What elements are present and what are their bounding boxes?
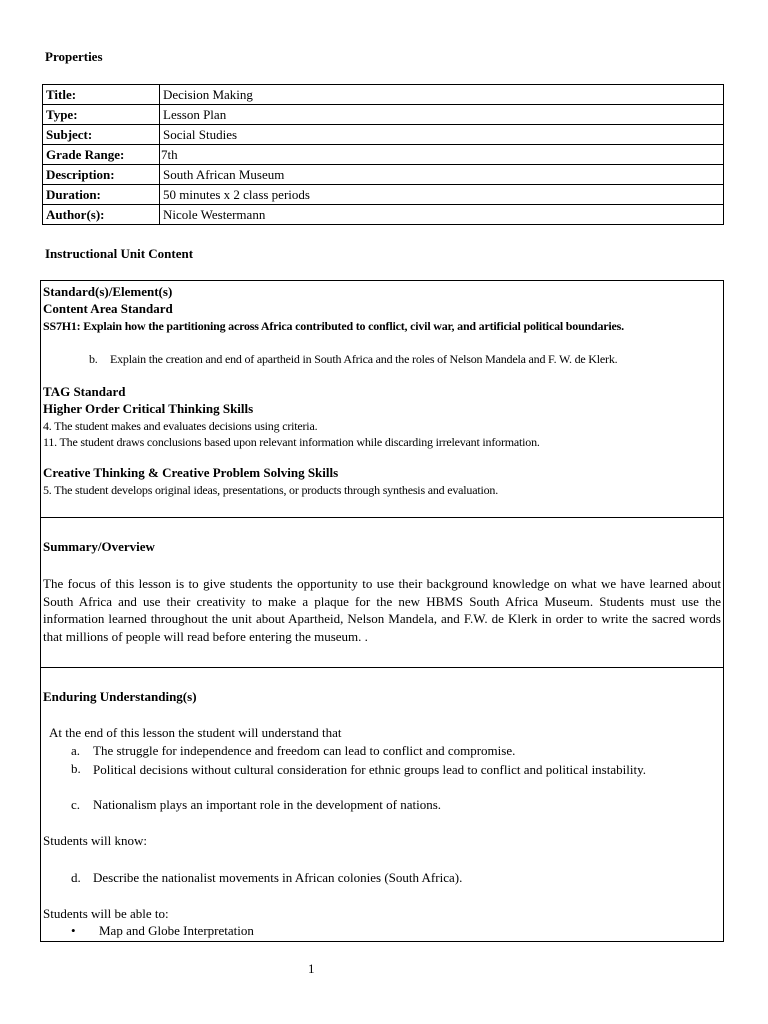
enduring-heading: Enduring Understanding(s) (43, 689, 197, 704)
unit-content-heading: Instructional Unit Content (45, 246, 194, 261)
enduring-item-c: Nationalism plays an important role in the development of nations. (93, 797, 442, 812)
hocts-heading: Higher Order Critical Thinking Skills (43, 401, 254, 416)
table-row (43, 125, 724, 145)
property-key: Duration: (43, 185, 160, 205)
property-key: Grade Range: (43, 145, 160, 165)
property-value: South African Museum (160, 165, 724, 185)
summary-heading: Summary/Overview (43, 539, 155, 554)
property-key: Subject: (43, 125, 160, 145)
table-row (43, 145, 724, 165)
list-marker: d. (71, 870, 81, 885)
enduring-item-b: Political decisions without cultural consideration for ethnic groups lead to conflict and political instability. (93, 762, 646, 777)
hocts-item-11: 11. The student draws conclusions based upon relevant information while discarding irrelevant information. (43, 435, 540, 449)
unit-content-box (40, 280, 724, 942)
able-item: Map and Globe Interpretation (99, 923, 254, 938)
table-row (43, 105, 724, 125)
section-divider (41, 667, 723, 668)
properties-heading: Properties (45, 49, 103, 64)
ctcps-item-5: 5. The student develops original ideas, presentations, or products through synthesis and evaluation. (43, 483, 499, 497)
table-row (43, 165, 724, 185)
enduring-item-a: The struggle for independence and freedom can lead to conflict and compromise. (93, 743, 516, 758)
page-number: 1 (308, 961, 315, 976)
property-key: Description: (43, 165, 160, 185)
know-label: Students will know: (43, 833, 148, 848)
ctcps-heading: Creative Thinking & Creative Problem Solving Skills (43, 465, 339, 480)
section-divider (41, 517, 723, 518)
property-value: Lesson Plan (160, 105, 724, 125)
summary-text: The focus of this lesson is to give students the opportunity to use their background knowledge on what we have learned about South Africa and use their creativity to make a plaque for the new HBMS South Africa Museum. Students must use the information learned throughout the unit about Apartheid, Nelson Mandela, and F.W. de Klerk in order to write the sacred words that millions of people will read before entering the museum. . (43, 576, 721, 644)
know-item-d: Describe the nationalist movements in African colonies (South Africa). (93, 870, 463, 885)
list-marker: c. (71, 797, 81, 812)
ss7h1-standard: SS7H1: Explain how the partitioning across Africa contributed to conflict, civil war, and artificial political boundaries. (43, 319, 624, 333)
property-value: 50 minutes x 2 class periods (160, 185, 724, 205)
list-marker: b. (71, 761, 81, 776)
property-value: Nicole Westermann (160, 205, 724, 225)
hocts-item-4: 4. The student makes and evaluates decisions using criteria. (43, 419, 318, 433)
table-row (43, 205, 724, 225)
tag-standard-heading: TAG Standard (43, 384, 126, 399)
standards-heading: Standard(s)/Element(s) (43, 284, 173, 299)
able-label: Students will be able to: (43, 906, 169, 921)
content-area-standard-heading: Content Area Standard (43, 301, 173, 316)
standard-item-b: Explain the creation and end of apartheid in South Africa and the roles of Nelson Mandela and F. W. de Klerk. (110, 352, 618, 366)
property-value: Social Studies (160, 125, 724, 145)
property-value: 7th (160, 145, 724, 165)
table-row (43, 185, 724, 205)
list-marker: a. (71, 743, 81, 758)
property-key: Title: (43, 85, 160, 105)
bullet-icon: • (71, 923, 76, 938)
property-key: Type: (43, 105, 160, 125)
table-row (43, 85, 724, 105)
properties-table (42, 84, 724, 225)
property-key: Author(s): (43, 205, 160, 225)
list-marker: b. (89, 352, 98, 366)
property-value: Decision Making (160, 85, 724, 105)
enduring-intro: At the end of this lesson the student will understand that (49, 725, 342, 740)
